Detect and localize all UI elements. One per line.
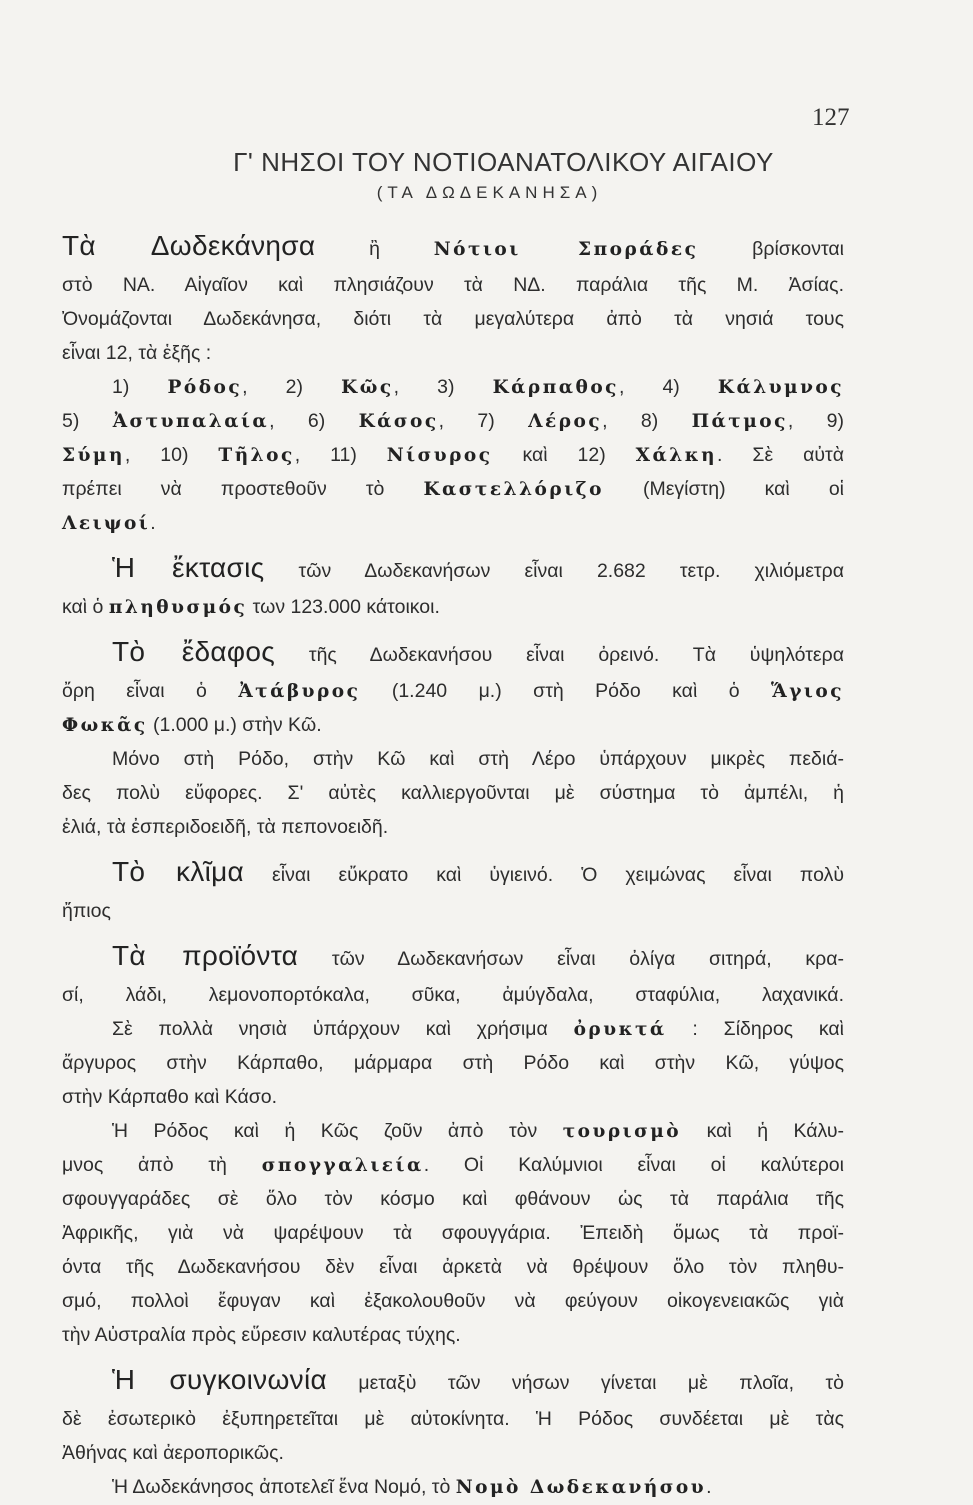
- paragraph-line: [62, 1284, 844, 1318]
- text: σί, λάδι, λεμονοπορτόκαλα, σῦκα, ἀμύγδαλα, σταφύλια, λαχανικά.: [62, 984, 844, 1006]
- island-name: Ἀστυπαλαία: [112, 411, 270, 432]
- paragraph-line: [62, 336, 844, 370]
- paragraph-line: [62, 1470, 844, 1504]
- text: Ἀθήνας καὶ ἀεροπορικῶς.: [62, 1442, 284, 1464]
- island-name: Σύμη: [62, 445, 125, 466]
- paragraph-line: [62, 1046, 844, 1080]
- text: στὸ ΝΑ. Αἰγαῖον καὶ πλησιάζουν τὰ ΝΔ. παράλια τῆς Μ. Ἀσίας.: [62, 274, 844, 296]
- island-name: Τῆλος: [218, 445, 295, 466]
- section-heading: Τὸ ἔδαφος: [112, 636, 276, 667]
- text: , 11): [294, 444, 387, 466]
- text: εἶναι 12, τὰ ἑξῆς :: [62, 342, 212, 364]
- paragraph-line: [62, 506, 844, 540]
- island-name: Κάρπαθος: [492, 377, 619, 398]
- text: εἶναι εὔκρατο καὶ ὑγιεινό. Ὁ χειμώνας εἶναι πολὺ: [244, 864, 844, 886]
- paragraph-line: [62, 742, 844, 776]
- text: Μόνο στὴ Ρόδο, στὴν Κῶ καὶ στὴ Λέρο ὑπάρχουν μικρὲς πεδιά-: [112, 748, 844, 770]
- paragraph-line: [62, 978, 844, 1012]
- text: . Σὲ αὐτὰ: [717, 444, 845, 466]
- term: σπογγαλιεία: [261, 1155, 424, 1176]
- text: Ἀφρικῆς, γιὰ νὰ ψαρέψουν τὰ σφουγγάρια. Ἐπειδὴ ὅμως τὰ προϊ-: [62, 1222, 844, 1244]
- body-text: [62, 224, 844, 1504]
- section-heading: Ἡ ἔκτασις: [112, 552, 265, 583]
- text: μεταξὺ τῶν νήσων γίνεται μὲ πλοῖα, τὸ: [326, 1372, 844, 1394]
- text: ἤπιος: [62, 900, 111, 922]
- section-heading: Τὸ κλῖμα: [112, 856, 245, 887]
- paragraph-line: [62, 1182, 844, 1216]
- text: δες πολὺ εὔφορες. Σ' αὐτὲς καλλιεργοῦνται μὲ σύστημα τὸ ἀμπέλι, ἡ: [62, 782, 844, 804]
- text: ἄργυρος στὴν Κάρπαθο, μάρμαρα στὴ Ρόδο καὶ στὴν Κῶ, γύψος: [62, 1052, 844, 1074]
- text: στὴν Κάρπαθο καὶ Κάσο.: [62, 1086, 278, 1108]
- island-name: Κῶς: [341, 377, 394, 398]
- paragraph-line: [62, 404, 844, 438]
- mountain-name: Ἀτάβυρος: [238, 681, 361, 702]
- text: τῆς Δωδεκανήσου εἶναι ὀρεινό. Τὰ ὑψηλότερα: [275, 644, 844, 666]
- paragraph-line: [62, 438, 844, 472]
- term: Νομὸ Δωδεκανήσου: [455, 1477, 707, 1498]
- text: πρέπει νὰ προστεθοῦν τὸ: [62, 478, 424, 500]
- island-name: Λέρος: [528, 411, 603, 432]
- page-subtitle: (ΤΑ ΔΩΔΕΚΑΝΗΣΑ): [376, 183, 603, 202]
- text: (Μεγίστη) καὶ οἱ: [603, 478, 844, 500]
- text: , 4): [618, 376, 718, 398]
- text: καὶ ὁ: [62, 596, 109, 618]
- paragraph-line: [62, 302, 844, 336]
- paragraph-line: [62, 1358, 844, 1402]
- paragraph-line: [62, 850, 844, 894]
- paragraph-line: [62, 1012, 844, 1046]
- paragraph-line: [62, 1114, 844, 1148]
- text: (1.240 μ.) στὴ Ρόδο καὶ ὁ: [360, 680, 772, 702]
- text: , 8): [602, 410, 692, 432]
- section-heading: Τὰ Δωδεκάνησα: [62, 230, 316, 261]
- text: Ἡ Δωδεκάνησος ἀποτελεῖ ἕνα Νομό, τὸ: [112, 1476, 456, 1498]
- section-heading: Ἡ συγκοινωνία: [112, 1364, 327, 1395]
- island-name: Κάσος: [358, 411, 439, 432]
- text: 1): [112, 376, 168, 398]
- mountain-name: Ἅγιος: [771, 681, 844, 702]
- text: τῶν Δωδεκανήσων εἶναι 2.682 τετρ. χιλιόμετρα: [264, 560, 845, 582]
- term: Νότιοι Σποράδες: [433, 239, 699, 260]
- paragraph-line: [62, 674, 844, 708]
- mountain-name: Φωκᾶς: [62, 715, 148, 736]
- page-title: Γ' ΝΗΣΟΙ ΤΟΥ ΝΟΤΙΟΑΝΑΤΟΛΙΚΟΥ ΑΙΓΑΙΟΥ: [233, 147, 774, 177]
- paragraph-line: [62, 810, 844, 844]
- text: . Οἱ Καλύμνιοι εἶναι οἱ καλύτεροι: [423, 1154, 844, 1176]
- island-name: Λειψοί: [62, 513, 151, 534]
- term: πληθυσμός: [108, 597, 248, 618]
- text: σφουγγαράδες σὲ ὅλο τὸν κόσμο καὶ φθάνουν ὡς τὰ παράλια τῆς: [62, 1188, 844, 1210]
- text: καὶ ἡ Κάλυ-: [681, 1120, 845, 1142]
- paragraph-line: [62, 472, 844, 506]
- text: σμό, πολλοὶ ἔφυγαν καὶ ἐξακολουθοῦν νὰ φεύγουν οἰκογενειακῶς γιὰ: [62, 1290, 844, 1312]
- paragraph-line: [62, 630, 844, 674]
- text: : Σίδηρος καὶ: [666, 1018, 844, 1040]
- paragraph-line: [62, 1402, 844, 1436]
- paragraph-line: [62, 1148, 844, 1182]
- text: Ὀνομάζονται Δωδεκάνησα, διότι τὰ μεγαλύτερα ἀπὸ τὰ νησιά τους: [62, 308, 844, 330]
- paragraph-line: [62, 546, 844, 590]
- text: ἐλιά, τὰ ἐσπεριδοειδῆ, τὰ πεπονοειδῆ.: [62, 816, 389, 838]
- paragraph-line: [62, 934, 844, 978]
- term: ὀρυκτά: [573, 1019, 667, 1040]
- text: ὄρη εἶναι ὁ: [62, 680, 239, 702]
- text: Σὲ πολλὰ νησιὰ ὑπάρχουν καὶ χρήσιμα: [112, 1018, 574, 1040]
- paragraph-line: [62, 1250, 844, 1284]
- paragraph-line: [62, 894, 844, 928]
- text: , 10): [124, 444, 219, 466]
- text: , 2): [242, 376, 342, 398]
- island-name: Νίσυρος: [386, 445, 493, 466]
- text: Ἡ Ρόδος καὶ ἡ Κῶς ζοῦν ἀπὸ τὸν: [112, 1120, 563, 1142]
- term: τουρισμὸ: [562, 1121, 682, 1142]
- text: ἢ: [315, 238, 434, 260]
- paragraph-line: [62, 708, 844, 742]
- paragraph-line: [62, 776, 844, 810]
- text: , 3): [393, 376, 493, 398]
- text: όντα τῆς Δωδεκανήσου δὲν εἶναι ἀρκετὰ νὰ θρέψουν ὅλο τὸν πληθυ-: [62, 1256, 844, 1278]
- paragraph-line: [62, 224, 844, 268]
- paragraph-line: [62, 370, 844, 404]
- text: βρίσκονται: [698, 238, 844, 260]
- paragraph-line: [62, 1080, 844, 1114]
- text: (1.000 μ.) στὴν Κῶ.: [147, 714, 322, 736]
- text: .: [150, 512, 156, 534]
- paragraph-line: [62, 590, 844, 624]
- paragraph-line: [62, 1318, 844, 1352]
- text: , 7): [438, 410, 529, 432]
- island-name: Ρόδος: [167, 377, 243, 398]
- text: τῶν Δωδεκανήσων εἶναι ὀλίγα σιτηρά, κρα-: [298, 948, 844, 970]
- text: , 9): [787, 410, 844, 432]
- paragraph-line: [62, 1436, 844, 1470]
- island-name: Καστελλόριζο: [423, 479, 604, 500]
- page-number: 127: [812, 104, 850, 131]
- island-name: Χάλκη: [635, 445, 718, 466]
- island-name: Κάλυμνος: [717, 377, 845, 398]
- paragraph-line: [62, 268, 844, 302]
- text: 5): [62, 410, 113, 432]
- text: τὴν Αὐστραλία πρὸς εὕρεσιν καλυτέρας τύχης.: [62, 1324, 461, 1346]
- section-heading: Τὰ προϊόντα: [112, 940, 299, 971]
- text: , 6): [269, 410, 359, 432]
- text: δὲ ἐσωτερικὸ ἐξυπηρετεῖται μὲ αὐτοκίνητα. Ἡ Ρόδος συνδέεται μὲ τὰς: [62, 1408, 844, 1430]
- text: καὶ 12): [492, 444, 636, 466]
- paragraph-line: [62, 1216, 844, 1250]
- text: των 123.000 κάτοικοι.: [247, 596, 440, 618]
- island-name: Πάτμος: [691, 411, 788, 432]
- text: μνος ἀπὸ τὴ: [62, 1154, 262, 1176]
- text: .: [706, 1476, 712, 1498]
